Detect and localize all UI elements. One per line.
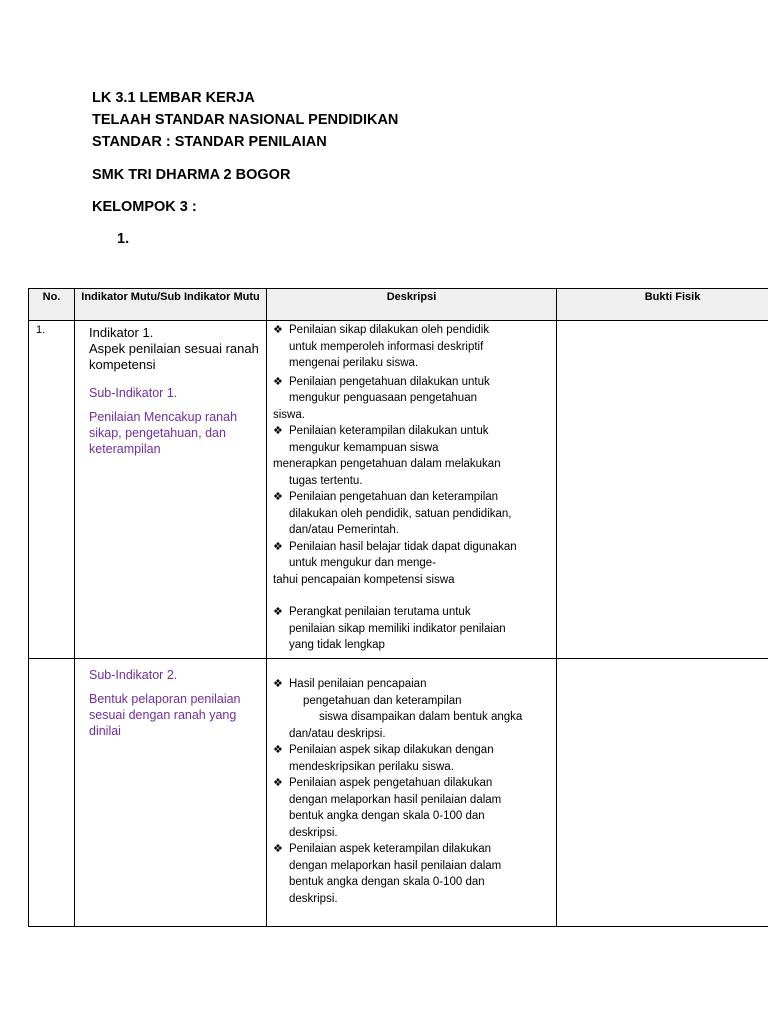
sub-indikator-label: Sub-Indikator 2.: [89, 668, 178, 682]
bukti-fisik-cell: [557, 321, 768, 659]
list-item: ❖ Penilaian keterampilan dilakukan untuk mengukur kemampuan siswa menerapkan pengetahuan dalam melakukan tugas tertentu.: [273, 425, 501, 487]
indikator-text: Aspek penilaian sesuai ranah kompetensi: [89, 341, 259, 372]
diamond-bullet-icon: ❖: [273, 375, 283, 388]
group-member-1: 1.: [117, 231, 130, 247]
col-header-indikator: Indikator Mutu/Sub Indikator Mutu: [75, 289, 267, 321]
diamond-bullet-icon: ❖: [273, 606, 283, 618]
list-item: ❖ Penilaian hasil belajar tidak dapat digunakan untuk mengukur dan menge- tahui pencapaian kompetensi siswa: [273, 540, 517, 586]
diamond-bullet-icon: ❖: [273, 540, 283, 553]
indikator-cell: [75, 321, 267, 659]
col-header-no: No.: [29, 289, 75, 321]
list-item: ❖ Penilaian pengetahuan dilakukan untuk mengukur penguasaan pengetahuan siswa.: [273, 375, 490, 421]
list-item: ❖ Penilaian aspek pengetahuan dilakukan dengan melaporkan hasil penilaian dalam bentuk angka dengan skala 0-100 dan deskripsi.: [273, 777, 502, 839]
doc-subtitle: TELAAH STANDAR NASIONAL PENDIDIKAN: [92, 112, 399, 128]
deskripsi-cell: [267, 659, 557, 927]
list-item: ❖ Hasil penilaian pencapaian pengetahuan dan keterampilan siswa disampaikan dalam bentuk angka dan/atau deskripsi.: [273, 678, 523, 740]
row-number: [29, 659, 75, 927]
doc-title: LK 3.1 LEMBAR KERJA: [92, 90, 255, 106]
doc-standard: STANDAR : STANDAR PENILAIAN: [92, 134, 327, 150]
deskripsi-cell: [267, 321, 557, 659]
group-label: KELOMPOK 3 :: [92, 199, 197, 215]
diamond-bullet-icon: ❖: [273, 678, 283, 690]
bukti-fisik-cell: [557, 659, 768, 927]
sub-indikator-label: Sub-Indikator 1.: [89, 386, 178, 400]
diamond-bullet-icon: ❖: [273, 324, 283, 336]
list-item: ❖ Penilaian aspek keterampilan dilakukan dengan melaporkan hasil penilaian dalam bentuk angka dengan skala 0-100 dan deskripsi.: [273, 843, 502, 905]
col-header-bukti-fisik: Bukti Fisik: [557, 289, 768, 321]
sub-indikator-text: Bentuk pelaporan penilaian sesuai dengan ranah yang dinilai: [89, 692, 241, 738]
diamond-bullet-icon: ❖: [273, 843, 283, 855]
diamond-bullet-icon: ❖: [273, 425, 283, 437]
table-header-row: [29, 289, 768, 321]
table-row: [29, 321, 768, 659]
assessment-table: [28, 288, 768, 927]
school-name: SMK TRI DHARMA 2 BOGOR: [92, 167, 291, 183]
diamond-bullet-icon: ❖: [273, 744, 283, 756]
indikator-title: Indikator 1.: [89, 325, 154, 340]
col-header-deskripsi: Deskripsi: [267, 289, 557, 321]
list-item: ❖ Perangkat penilaian terutama untuk penilaian sikap memiliki indikator penilaian yang tidak lengkap: [273, 606, 506, 651]
table-row: [29, 659, 768, 927]
list-item: ❖ Penilaian pengetahuan dan keterampilan dilakukan oleh pendidik, satuan pendidikan, dan/atau Pemerintah.: [273, 491, 512, 536]
list-item: ❖ Penilaian aspek sikap dilakukan dengan mendeskripsikan perilaku siswa.: [273, 744, 494, 773]
list-item: ❖ Penilaian sikap dilakukan oleh pendidik untuk memperoleh informasi deskriptif mengenai perilaku siswa.: [273, 324, 490, 369]
row-number: 1.: [29, 321, 75, 659]
indikator-cell: [75, 659, 267, 927]
sub-indikator-text: Penilaian Mencakup ranah sikap, pengetahuan, dan keterampilan: [89, 410, 238, 456]
diamond-bullet-icon: ❖: [273, 491, 283, 503]
diamond-bullet-icon: ❖: [273, 777, 283, 789]
